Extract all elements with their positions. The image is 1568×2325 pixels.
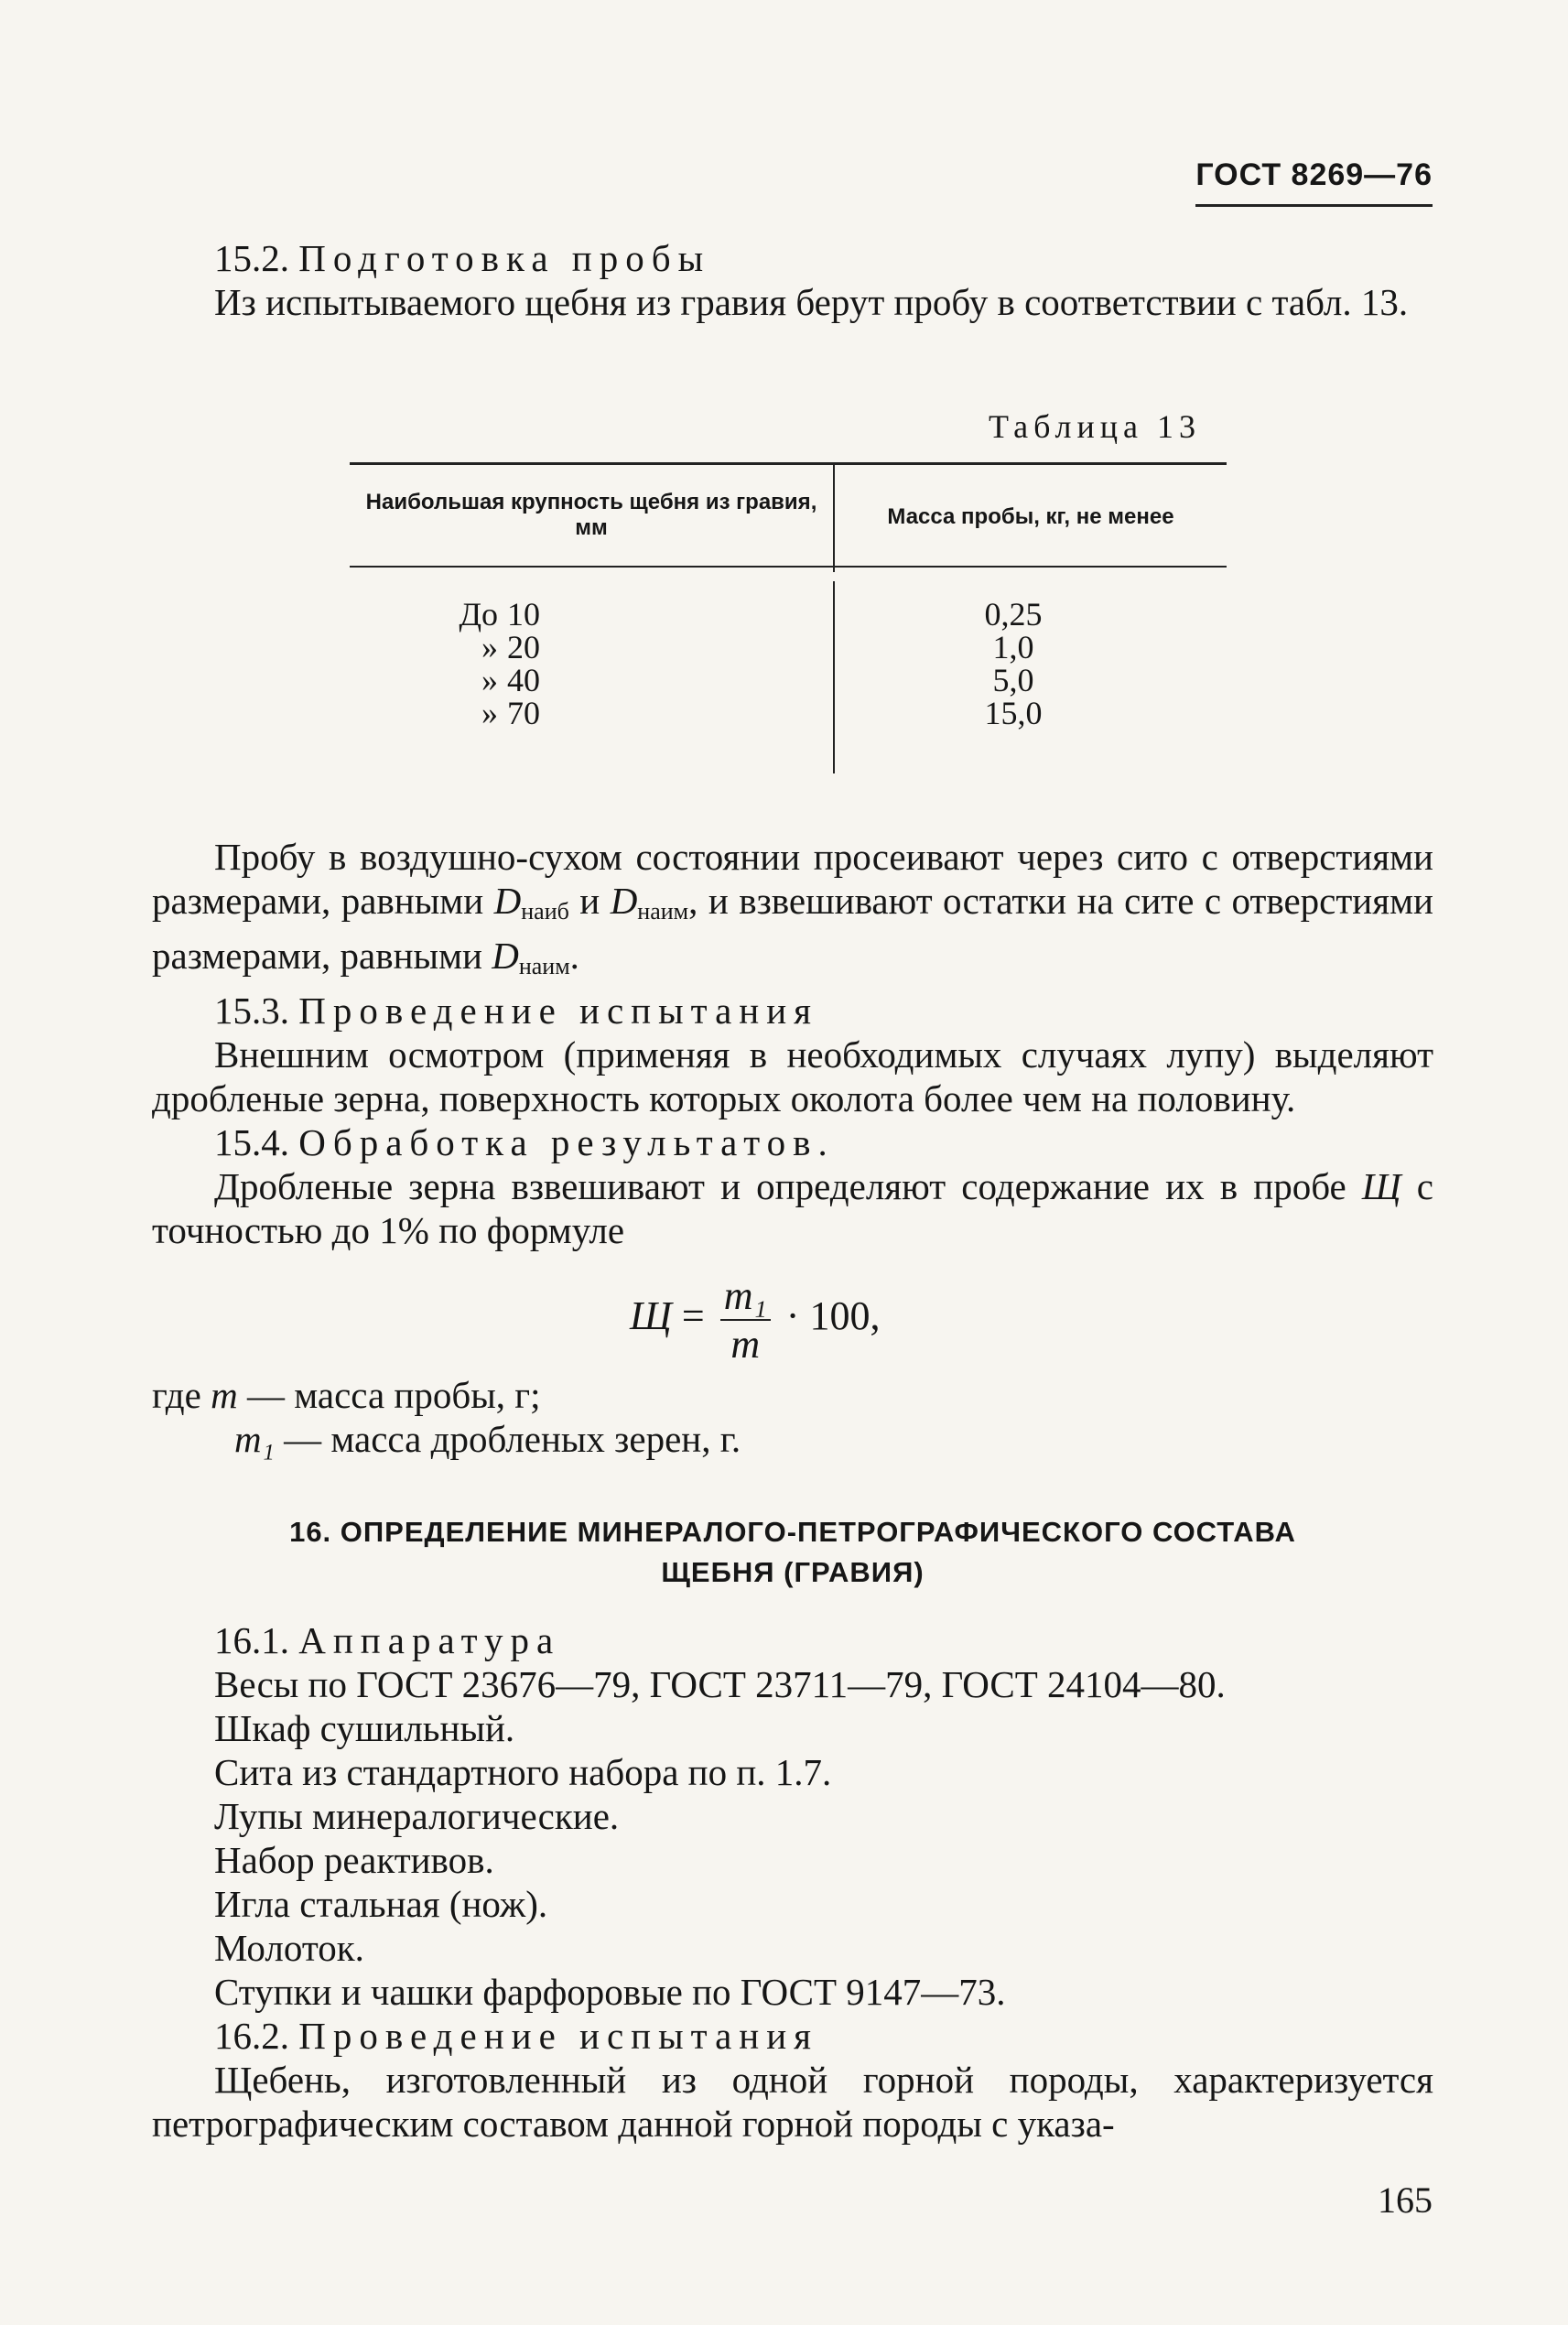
section-16-1-title: Аппаратура xyxy=(298,1619,561,1661)
formula-rhs: · 100, xyxy=(785,1293,881,1339)
section-16-title xyxy=(152,1512,1433,1593)
apparatus-item: Ступки и чашки фарфоровые по ГОСТ 9147—73. xyxy=(214,1971,1006,2013)
formula xyxy=(630,1272,880,1368)
section-15-4-title: Обработка результатов. xyxy=(298,1121,835,1163)
table-row xyxy=(441,664,540,697)
table-row xyxy=(441,598,540,631)
table-header-rule xyxy=(350,566,1227,568)
document-header: ГОСТ 8269—76 xyxy=(1195,157,1433,207)
body-text-15 xyxy=(152,835,1433,1252)
section-16-2-title: Проведение испытания xyxy=(298,2015,819,2057)
section-15-2-title: Подготовка пробы xyxy=(298,237,711,279)
formula-fraction xyxy=(720,1272,771,1368)
section-15-2-number: 15.2. xyxy=(214,237,289,279)
section-15-2 xyxy=(152,236,1433,324)
section-15-4-heading xyxy=(152,1120,1433,1164)
section-15-3-number: 15.3. xyxy=(214,989,289,1032)
page-number: 165 xyxy=(1378,2179,1433,2221)
table-cell-mass: 1,0 xyxy=(992,629,1034,665)
table-cell-prefix: » xyxy=(481,629,498,665)
apparatus-item: Сита из стандартного набора по п. 1.7. xyxy=(214,1751,832,1793)
table-column-mass xyxy=(945,598,1082,730)
table-top-rule xyxy=(350,462,1227,465)
table-cell-prefix: » xyxy=(481,695,498,731)
section-16-body xyxy=(152,1618,1433,2146)
section-15-4-number: 15.4. xyxy=(214,1121,289,1163)
formula-equals: = xyxy=(681,1293,705,1339)
table-caption: Таблица 13 xyxy=(989,408,1201,445)
section-15-3-text: Внешним осмотром (применяя в необходимых случаях лупу) выделяют дробленые зерна, поверхность которых околота более чем на половину. xyxy=(152,1033,1433,1119)
legend-line-m: где m — масса пробы, г; xyxy=(152,1374,541,1416)
section-16-2-heading xyxy=(152,2014,1433,2058)
table-cell-size: 20 xyxy=(507,629,540,665)
paragraph-sieving: Пробу в воздушно-сухом состоянии просеивают через сито с отверстиями размерами, равными $D_{наиб}$ и $D_{наим}$, и взвешивают остатки на сите с отверстиями размерами, равными $D_{наим}$. xyxy=(152,836,1433,979)
section-15-2-text: Из испытываемого щебня из гравия берут пробу в соответствии с табл. 13. xyxy=(214,281,1409,323)
table-cell-prefix: » xyxy=(481,662,498,698)
table-cell-mass: 5,0 xyxy=(992,662,1034,698)
formula-numerator: m₁ xyxy=(720,1272,771,1321)
section-16-title-line-2: ЩЕБНЯ (ГРАВИЯ) xyxy=(661,1556,925,1588)
section-15-3-heading xyxy=(152,989,1433,1033)
table-cell-size: 70 xyxy=(507,695,540,731)
section-16-1-heading xyxy=(152,1618,1433,1662)
formula-denominator: m xyxy=(730,1322,761,1367)
table-column-size xyxy=(441,598,540,730)
apparatus-item: Набор реактивов. xyxy=(214,1839,494,1881)
table-cell-mass: 0,25 xyxy=(984,596,1043,633)
formula-lhs: Щ xyxy=(630,1293,672,1339)
section-16-2-text: Щебень, изготовленный из одной горной породы, характеризуется петрографическим составом данной горной породы с указа- xyxy=(152,2059,1433,2145)
section-15-3-title: Проведение испытания xyxy=(298,989,819,1032)
table-header-mass: Масса пробы, кг, не менее xyxy=(887,504,1174,529)
section-16-1-number: 16.1. xyxy=(214,1619,289,1661)
section-15-4-text: Дробленые зерна взвешивают и определяют содержание их в пробе Щ с точностью до 1% по формуле xyxy=(152,1165,1433,1251)
apparatus-item: Игла стальная (нож). xyxy=(214,1883,548,1925)
apparatus-item: Молоток. xyxy=(214,1927,364,1969)
table-row xyxy=(441,631,540,664)
table-body-divider xyxy=(833,581,835,773)
section-15-2-heading xyxy=(152,236,1433,280)
section-16-title-line-1: 16. ОПРЕДЕЛЕНИЕ МИНЕРАЛОГО-ПЕТРОГРАФИЧЕСКОГО СОСТАВА xyxy=(289,1516,1296,1548)
legend-line-m1: m₁ — масса дробленых зерен, г. xyxy=(234,1418,741,1460)
table-cell-prefix: До xyxy=(459,596,498,633)
table-cell-size: 40 xyxy=(507,662,540,698)
table-13 xyxy=(350,462,1227,773)
formula-legend xyxy=(152,1373,1433,1461)
section-16-2-number: 16.2. xyxy=(214,2015,289,2057)
apparatus-item: Шкаф сушильный. xyxy=(214,1707,515,1749)
table-cell-size: 10 xyxy=(507,596,540,633)
table-header-size: Наибольшая крупность щебня из гравия, мм xyxy=(365,490,817,540)
table-row xyxy=(441,697,540,730)
apparatus-item: Весы по ГОСТ 23676—79, ГОСТ 23711—79, ГОСТ 24104—80. xyxy=(214,1663,1226,1705)
apparatus-item: Лупы минералогические. xyxy=(214,1795,620,1837)
table-cell-mass: 15,0 xyxy=(984,695,1043,731)
